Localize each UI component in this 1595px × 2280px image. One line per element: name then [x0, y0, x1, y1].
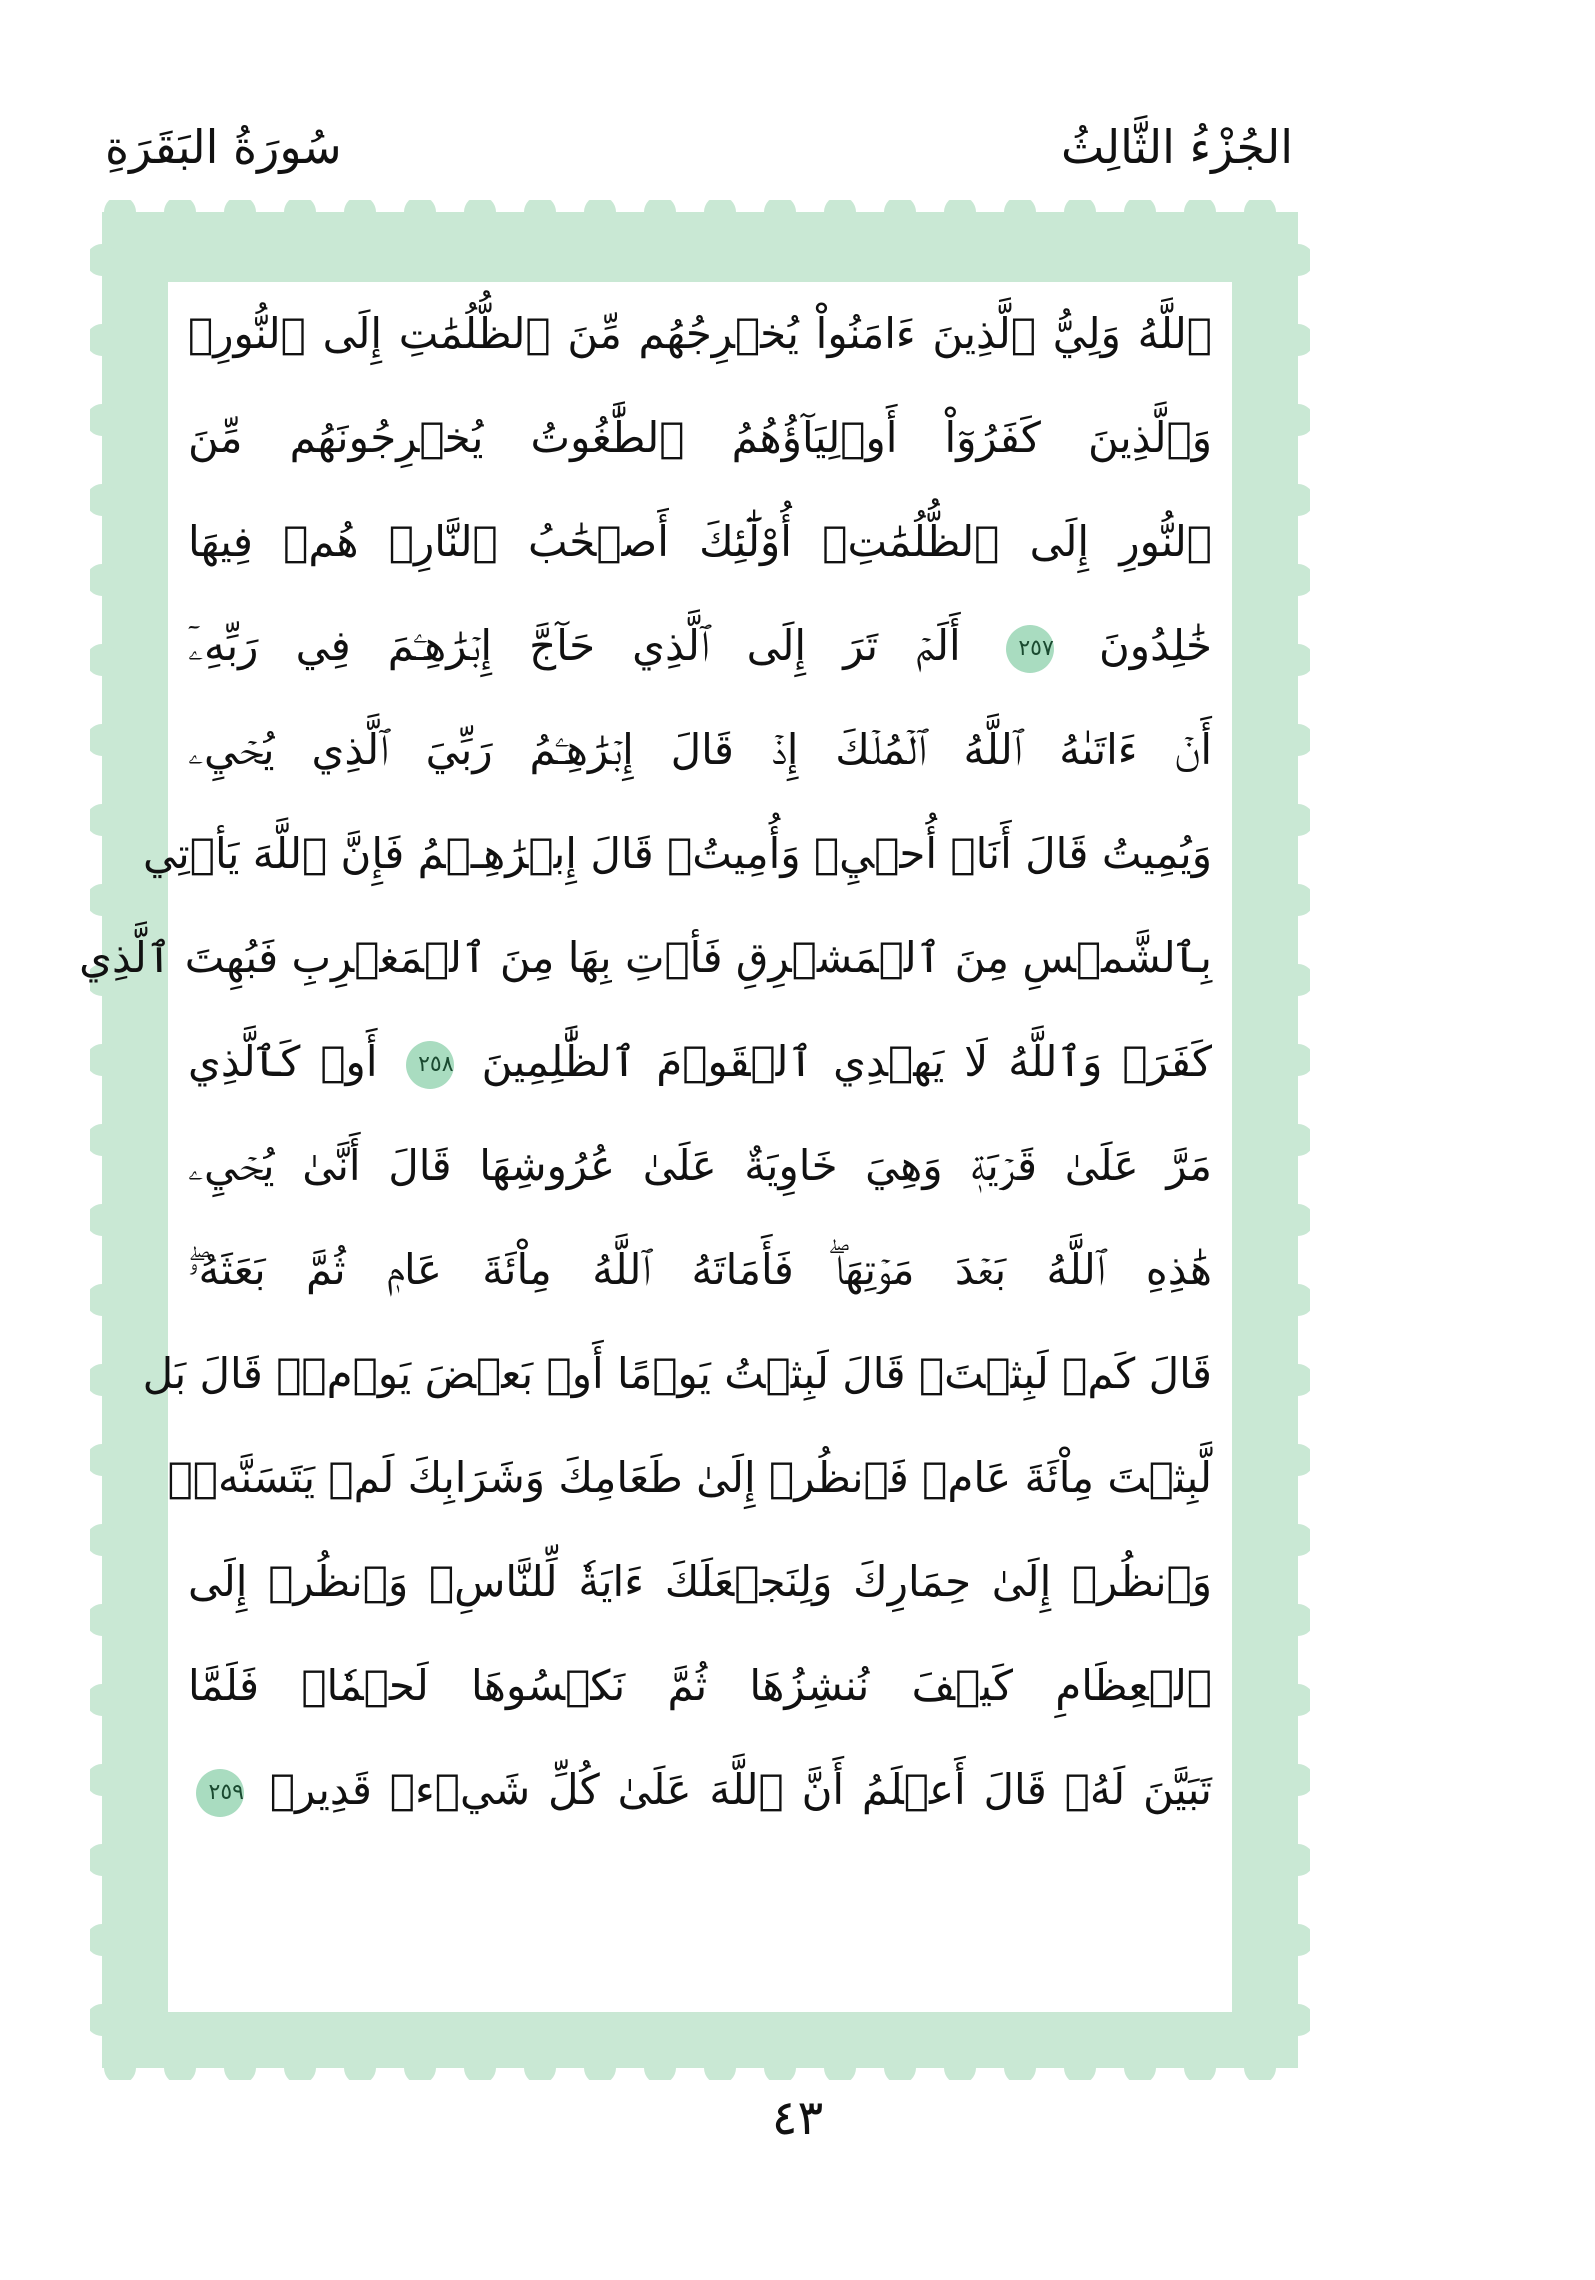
text-line: هَٰذِهِ ٱللَّهُ بَعۡدَ مَوۡتِهَاۖ فَأَمَاتَهُ ٱللَّهُ مِاْئَةَ عَامٖ ثُمَّ بَعَثَهُۥۖ	[188, 1245, 1212, 1294]
ayah-number-marker: ٢٥٨	[406, 1041, 454, 1089]
text-segment: أَوۡ كَٱلَّذِي	[188, 1037, 378, 1086]
text-line: بِٱلشَّمۡسِ مِنَ ٱلۡمَشۡرِقِ فَأۡتِ بِهَا مِنَ ٱلۡمَغۡرِبِ فَبُهِتَ ٱلَّذِي	[79, 933, 1212, 982]
text-segment: خَٰلِدُونَ	[1098, 621, 1212, 670]
text-line: أَنۡ ءَاتَىٰهُ ٱللَّهُ ٱلۡمُلۡكَ إِذۡ قَالَ إِبۡرَٰهِـۧمُ رَبِّيَ ٱلَّذِي يُحۡيِۦ	[188, 725, 1212, 774]
page-number: ٤٣	[771, 2090, 824, 2146]
text-segment: أَلَمۡ تَرَ إِلَى ٱلَّذِي حَآجَّ إِبۡرَٰهِـۧمَ فِي رَبِّهِۦٓ	[188, 621, 961, 670]
text-line: ٱلۡعِظَامِ كَيۡفَ نُنشِزُهَا ثُمَّ نَكۡسُوهَا لَحۡمٗاۚ فَلَمَّا	[188, 1661, 1212, 1710]
text-line: وَٱلَّذِينَ كَفَرُوٓاْ أَوۡلِيَآؤُهُمُ ٱلطَّٰغُوتُ يُخۡرِجُونَهُم مِّنَ	[188, 413, 1212, 462]
juz-title: الجُزْءُ الثَّالِثُ	[1061, 120, 1293, 174]
text-line: لَّبِثۡتَ مِاْئَةَ عَامٖ فَٱنظُرۡ إِلَىٰ طَعَامِكَ وَشَرَابِكَ لَمۡ يَتَسَنَّهۡۖ	[167, 1453, 1212, 1502]
text-line: قَالَ كَمۡ لَبِثۡتَۖ قَالَ لَبِثۡتُ يَوۡمًا أَوۡ بَعۡضَ يَوۡمٖۖ قَالَ بَل	[142, 1349, 1212, 1398]
page-header	[0, 108, 1595, 198]
text-line: وَيُمِيتُ قَالَ أَنَا۠ أُحۡيِۦ وَأُمِيتُۖ قَالَ إِبۡرَٰهِـۧمُ فَإِنَّ ٱللَّهَ يَأۡتِي	[143, 829, 1212, 878]
text-line: ٱلنُّورِ إِلَى ٱلظُّلُمَٰتِۗ أُوْلَٰٓئِكَ أَصۡحَٰبُ ٱلنَّارِۖ هُمۡ فِيهَا	[188, 517, 1212, 566]
text-line: مَرَّ عَلَىٰ قَرۡيَةٖ وَهِيَ خَاوِيَةٌ عَلَىٰ عُرُوشِهَا قَالَ أَنَّىٰ يُحۡيِۦ	[188, 1141, 1212, 1190]
ayah-number-marker: ٢٥٩	[196, 1769, 244, 1817]
text-line-with-marker	[188, 1738, 1212, 1842]
text-line: ٱللَّهُ وَلِيُّ ٱلَّذِينَ ءَامَنُواْ يُخۡرِجُهُم مِّنَ ٱلظُّلُمَٰتِ إِلَى ٱلنُّورِۖ	[188, 309, 1212, 358]
text-line: وَٱنظُرۡ إِلَىٰ حِمَارِكَ وَلِنَجۡعَلَكَ ءَايَةٗ لِّلنَّاسِۖ وَٱنظُرۡ إِلَى	[188, 1557, 1212, 1606]
text-segment: كَفَرَۗ وَٱللَّهُ لَا يَهۡدِي ٱلۡقَوۡمَ ٱلظَّٰلِمِينَ	[481, 1037, 1213, 1086]
quran-text-area	[79, 282, 1232, 2012]
text-segment: تَبَيَّنَ لَهُۥ قَالَ أَعۡلَمُ أَنَّ ٱللَّهَ عَلَىٰ كُلِّ شَيۡءٖ قَدِيرٞ	[269, 1765, 1212, 1814]
text-line-with-marker	[188, 1010, 1212, 1114]
text-line-with-marker	[188, 594, 1212, 698]
ayah-number-marker: ٢٥٧	[1006, 625, 1054, 673]
surah-title: سُورَةُ البَقَرَةِ	[105, 120, 342, 174]
